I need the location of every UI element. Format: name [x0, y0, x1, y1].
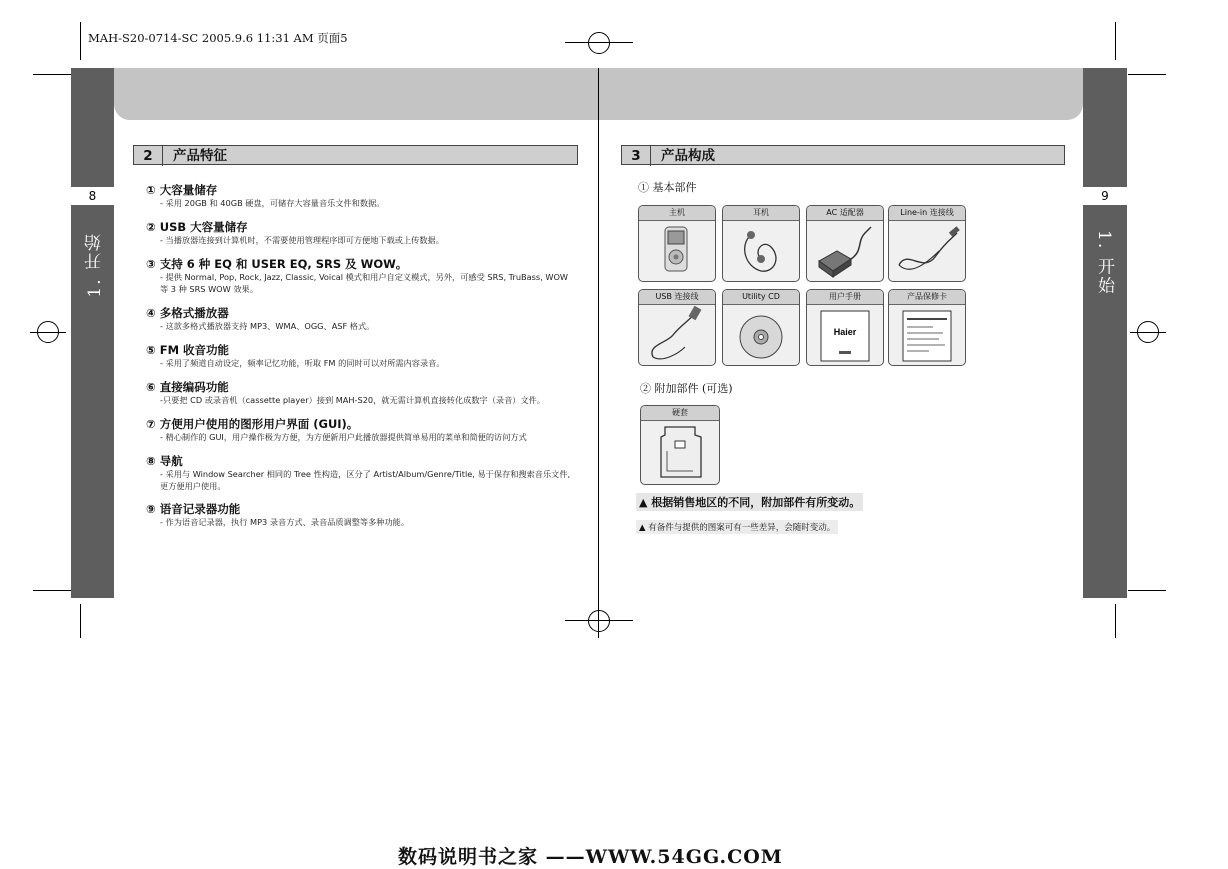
- component-label: Utility CD: [723, 290, 799, 305]
- section-header-features: [133, 145, 578, 165]
- component-label: 耳机: [723, 206, 799, 221]
- component-earphones: [722, 205, 800, 282]
- crop-mark: [1115, 604, 1116, 638]
- feature-desc: - 采用 20GB 和 40GB 硬盘，可储存大容量音乐文件和数据。: [160, 198, 385, 208]
- feature-desc: - 提供 Normal, Pop, Rock, Jazz, Classic, Voical 模式和用户自定义模式，另外，可感受 SRS, TruBass, WOW 等 3 种 SRS WOW 效果。: [160, 272, 569, 294]
- manual-logo: Haier: [833, 327, 857, 337]
- feature-title: ⑧ 导航: [146, 454, 183, 468]
- registration-mark: [37, 321, 59, 343]
- page-number-left: 8: [71, 187, 114, 205]
- section-title: 产品构成: [661, 148, 715, 164]
- footer-watermark: 数码说明书之家 ——WWW.54GG.COM: [398, 846, 783, 868]
- side-label-right: 1. 开始: [1094, 230, 1114, 296]
- crop-mark: [80, 604, 81, 638]
- feature-title: ⑥ 直接编码功能: [146, 380, 229, 394]
- spine-line: [598, 68, 599, 638]
- crop-mark: [1128, 74, 1166, 75]
- component-label: 主机: [639, 206, 715, 221]
- ac-adapter-icon: [807, 221, 883, 281]
- feature-desc: - 采用与 Window Searcher 相同的 Tree 性构造，区分了 Artist/Album/Genre/Title, 易于保存和搜索音乐文件, 更方便用户使用。: [160, 469, 571, 491]
- crop-mark: [33, 74, 71, 75]
- component-usb-cable: [638, 289, 716, 366]
- warranty-card-icon: [889, 305, 965, 365]
- print-info: MAH-S20-0714-SC 2005.9.6 11:31 AM 页面5: [88, 31, 348, 45]
- component-utility-cd: [722, 289, 800, 366]
- component-manual: [806, 289, 884, 366]
- registration-mark: [588, 32, 610, 54]
- right-sidebar: [1083, 68, 1127, 598]
- feature-desc: - 当播放器连接到计算机时，不需要使用管理程序即可方便地下载或上传数据。: [160, 235, 444, 245]
- feature-desc: -只要把 CD 或录音机（cassette player）接到 MAH-S20，就无需计算机直接转化成数字（录音）文件。: [160, 395, 546, 405]
- hard-case-icon: [641, 421, 719, 483]
- feature-title: ⑤ FM 收音功能: [146, 343, 230, 357]
- left-sidebar: [71, 68, 114, 598]
- manual-icon: [807, 305, 883, 365]
- player-icon: [639, 221, 715, 281]
- section-number: 3: [622, 146, 651, 166]
- optional-parts-title: ② 附加部件 (可选): [640, 382, 733, 395]
- feature-title: ② USB 大容量储存: [146, 220, 248, 234]
- feature-title: ⑦ 方便用户使用的图形用户界面 (GUI)。: [146, 417, 359, 431]
- side-label-left: 1. 开始: [85, 232, 105, 298]
- note-main: ▲ 根据销售地区的不同，附加部件有所变动。: [636, 493, 863, 511]
- basic-parts-title: ① 基本部件: [638, 181, 697, 194]
- note-sub: ▲ 有备件与提供的图案可有一些差异，会随时变动。: [636, 520, 838, 534]
- feature-title: ⑨ 语音记录器功能: [146, 502, 241, 516]
- feature-title: ④ 多格式播放器: [146, 306, 229, 320]
- component-ac-adapter: [806, 205, 884, 282]
- section-header-components: [621, 145, 1065, 165]
- component-warranty-card: [888, 289, 966, 366]
- cd-icon: [723, 305, 799, 365]
- registration-mark: [588, 610, 610, 632]
- component-player: [638, 205, 716, 282]
- component-label: 产品保修卡: [889, 290, 965, 305]
- component-hard-case: [640, 405, 720, 485]
- feature-desc: - 精心制作的 GUI，用户操作极为方便，为方便新用户此播放器提供简单易用的菜单和简便的访问方式: [160, 432, 527, 442]
- component-label: 用户手册: [807, 290, 883, 305]
- earphones-icon: [723, 221, 799, 281]
- section-number: 2: [134, 146, 163, 166]
- component-label: Line-in 连接线: [889, 206, 965, 221]
- component-line-in-cable: [888, 205, 966, 282]
- feature-desc: - 采用了频道自动设定，频率记忆功能，听取 FM 的同时可以对所需内容录音。: [160, 358, 445, 368]
- crop-mark: [1128, 590, 1166, 591]
- feature-title: ③ 支持 6 种 EQ 和 USER EQ, SRS 及 WOW。: [146, 257, 408, 271]
- page-number-right: 9: [1083, 187, 1127, 205]
- section-title: 产品特征: [173, 148, 227, 164]
- component-label: 硬套: [641, 406, 719, 421]
- line-in-cable-icon: [889, 221, 965, 281]
- usb-cable-icon: [639, 305, 715, 365]
- feature-desc: - 这款多格式播放器支持 MP3、WMA、OGG、ASF 格式。: [160, 321, 375, 331]
- crop-mark: [1115, 22, 1116, 60]
- crop-mark: [33, 590, 71, 591]
- feature-desc: - 作为语音记录器，执行 MP3 录音方式、录音品质调整等多种功能。: [160, 517, 410, 527]
- component-label: AC 适配器: [807, 206, 883, 221]
- feature-title: ① 大容量储存: [146, 183, 218, 197]
- component-label: USB 连接线: [639, 290, 715, 305]
- crop-mark: [80, 22, 81, 60]
- registration-mark: [1137, 321, 1159, 343]
